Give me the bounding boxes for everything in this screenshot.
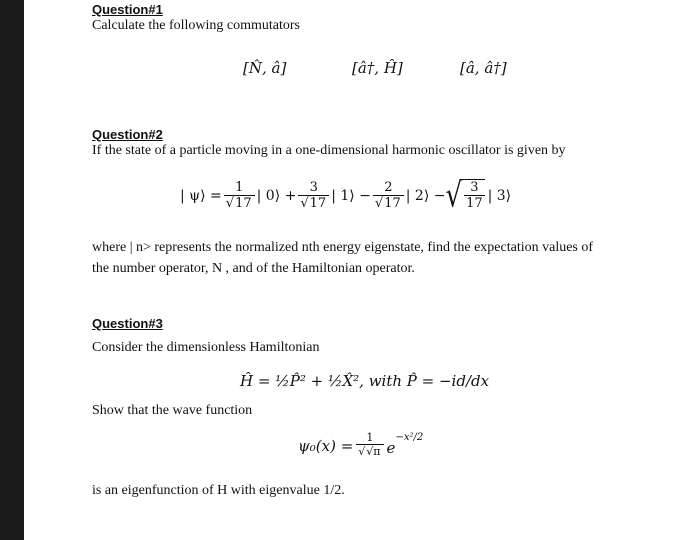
commutator-1: [N̂, â] <box>243 59 287 77</box>
hamiltonian-equation: Ĥ = ½P̂² + ½X̂², with P̂ = −id/dx <box>240 372 490 390</box>
state-equation <box>180 176 512 215</box>
question-3-show-text: Show that the wave function <box>92 403 253 418</box>
exponential-base: e <box>386 438 396 457</box>
question-2-body-line-1: where | n> represents the normalized nth energy eigenstate, find the expectation values of <box>92 240 594 255</box>
exponential-power: −x²/2 <box>395 432 424 443</box>
ket-3: | 3⟩ <box>487 187 512 204</box>
wavefunction-equation <box>298 432 423 459</box>
psi-lhs: | ψ⟩ = <box>180 187 222 204</box>
normalization-factor: $\frac{1}{√√\pi}$ <box>356 432 383 459</box>
question-3-heading: Question#3 <box>92 316 163 331</box>
question-1-heading: Question#1 <box>92 2 163 17</box>
ket-0: | 0⟩ + <box>256 187 297 204</box>
ket-1: | 1⟩ − <box>331 187 371 204</box>
coefficient-2: $\frac{2}{√17}$ <box>373 180 404 212</box>
coefficient-3: √ $\frac{3}{17}$ <box>445 176 483 215</box>
wavefunction-lhs: ψ₀(x) = <box>298 436 354 455</box>
ket-2: | 2⟩ − <box>405 187 446 204</box>
question-2-heading: Question#2 <box>92 127 163 142</box>
coefficient-1: $\frac{3}{√17}$ <box>298 180 329 212</box>
commutator-3: [â, â†] <box>460 59 507 77</box>
question-2-body-line-2: the number operator, N , and of the Hamiltonian operator. <box>92 261 415 276</box>
question-2-text: If the state of a particle moving in a one-dimensional harmonic oscillator is given by <box>92 143 566 158</box>
question-1-text: Calculate the following commutators <box>92 18 301 33</box>
commutator-2: [â†, Ĥ] <box>352 59 403 77</box>
coefficient-0: $\frac{1}{√17}$ <box>224 180 255 212</box>
left-margin-bar <box>0 0 24 540</box>
question-3-conclusion: is an eigenfunction of H with eigenvalue 1/2. <box>92 483 345 498</box>
question-3-text: Consider the dimensionless Hamiltonian <box>92 340 320 355</box>
